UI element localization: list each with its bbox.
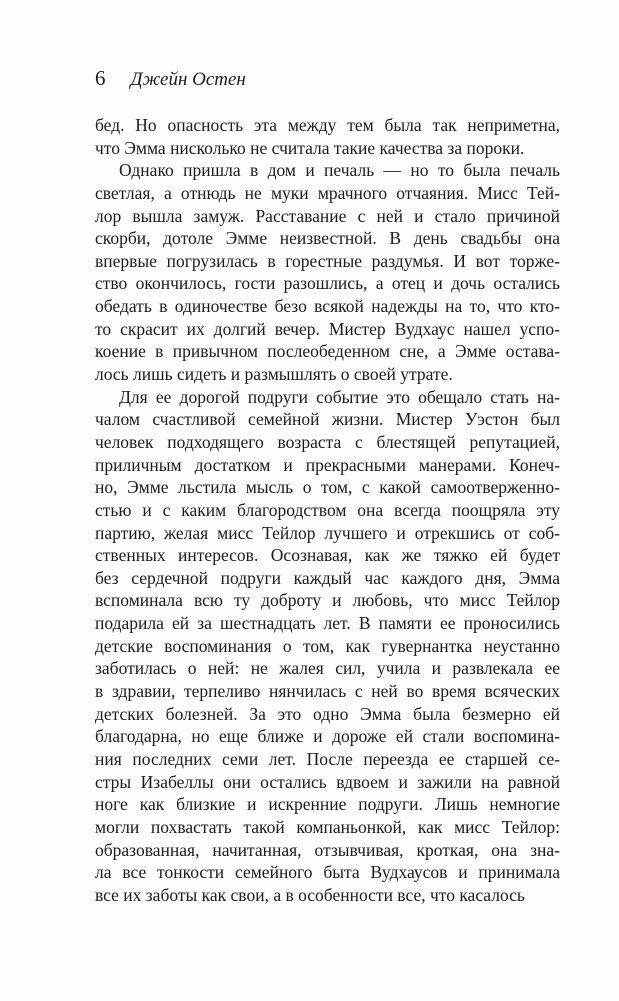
paragraph (95, 386, 560, 907)
text-line: детских болезней. За это одно Эмма была безмерно ей (95, 703, 560, 724)
text-line: впервые погрузилась в горестные раздумья. И вот торже- (95, 250, 560, 271)
text-line: бед. Но опасность эта между тем была так неприметна, (95, 115, 560, 135)
text-line: образованная, начитанная, отзывчивая, кроткая, она зна- (95, 839, 560, 860)
text-line: обедать в одиночестве безо всякой надежды на то, что кто- (95, 296, 560, 317)
text-line: что Эмма нисколько не считала такие качества за пороки. (95, 137, 525, 158)
text-line: ственных интересов. Осознавая, как же тяжко ей будет (95, 545, 560, 566)
text-line: скорби, дотоле Эмме неизвестной. В день свадьбы она (95, 228, 560, 249)
text-line: могли похвастать такой компаньонкой, как мисс Тейлор: (95, 816, 560, 837)
text-line: все их заботы как свои, а в особенности все, что касалось (95, 884, 525, 905)
text-line: лось лишь сидеть и размышлять о своей утрате. (95, 364, 453, 385)
text-line: то скрасит их долгий вечер. Мистер Вудхаус нашел успо- (95, 318, 560, 339)
text-line: заботилась о ней: не жалея сил, учила и развлекала ее (95, 658, 560, 679)
text-line: подарила ей за шестнадцать лет. В памяти ее проносились (95, 613, 560, 634)
text-line: стры Изабеллы они остались вдвоем и зажили на равной (95, 771, 560, 792)
paragraph (95, 114, 560, 159)
text-line: ния последних семи лет. После переезда ее старшей се- (95, 748, 560, 769)
text-line: лор вышла замуж. Расставание с ней и стало причиной (95, 205, 560, 226)
text-line: детские воспоминания о том, как гувернантка неустанно (95, 635, 560, 656)
text-line: Для ее дорогой подруги событие это обещало стать на- (119, 386, 560, 407)
text-line: ство окончилось, гости разошлись, а отец и дочь остались (95, 273, 560, 294)
running-header: Джейн Остен (130, 69, 246, 90)
page-body (95, 114, 560, 906)
text-line: но, Эмме льстила мысль о том, с какой самоотверженно- (95, 477, 560, 498)
text-line: без сердечной подруги каждый час каждого дня, Эмма (95, 567, 560, 588)
text-line: ла все тонкости семейного быта Вудхаусов и принимала (95, 862, 560, 883)
text-line: ноге как близкие и искренние подруги. Лишь немногие (95, 794, 560, 815)
page-header (95, 66, 560, 92)
text-line: вспоминала всю ту доброту и любовь, что мисс Тейлор (95, 590, 560, 611)
paragraph (95, 159, 560, 385)
text-line: Однако пришла в дом и печаль — но то была печаль (119, 160, 560, 181)
text-line: партию, желая мисс Тейлор лучшего и отрекшись от соб- (95, 522, 560, 543)
text-line: приличным достатком и прекрасными манерами. Конеч- (95, 454, 560, 475)
text-line: коение в привычном послеобеденном сне, а Эмме остава- (95, 341, 560, 362)
text-line: светлая, а отнюдь не муки мрачного отчаяния. Мисс Тей- (95, 182, 560, 203)
text-line: в здравии, терпеливо нянчилась с ней во время всяческих (95, 681, 560, 702)
page-number: 6 (95, 66, 106, 90)
text-line: благодарна, но еще ближе и дороже ей стали воспомина- (95, 726, 560, 747)
text-line: стью и с каким благородством она всегда поощряла эту (95, 499, 560, 520)
text-line: чалом счастливой семейной жизни. Мистер Уэстон был (95, 409, 560, 430)
text-line: человек подходящего возраста с блестящей репутацией, (95, 431, 560, 452)
